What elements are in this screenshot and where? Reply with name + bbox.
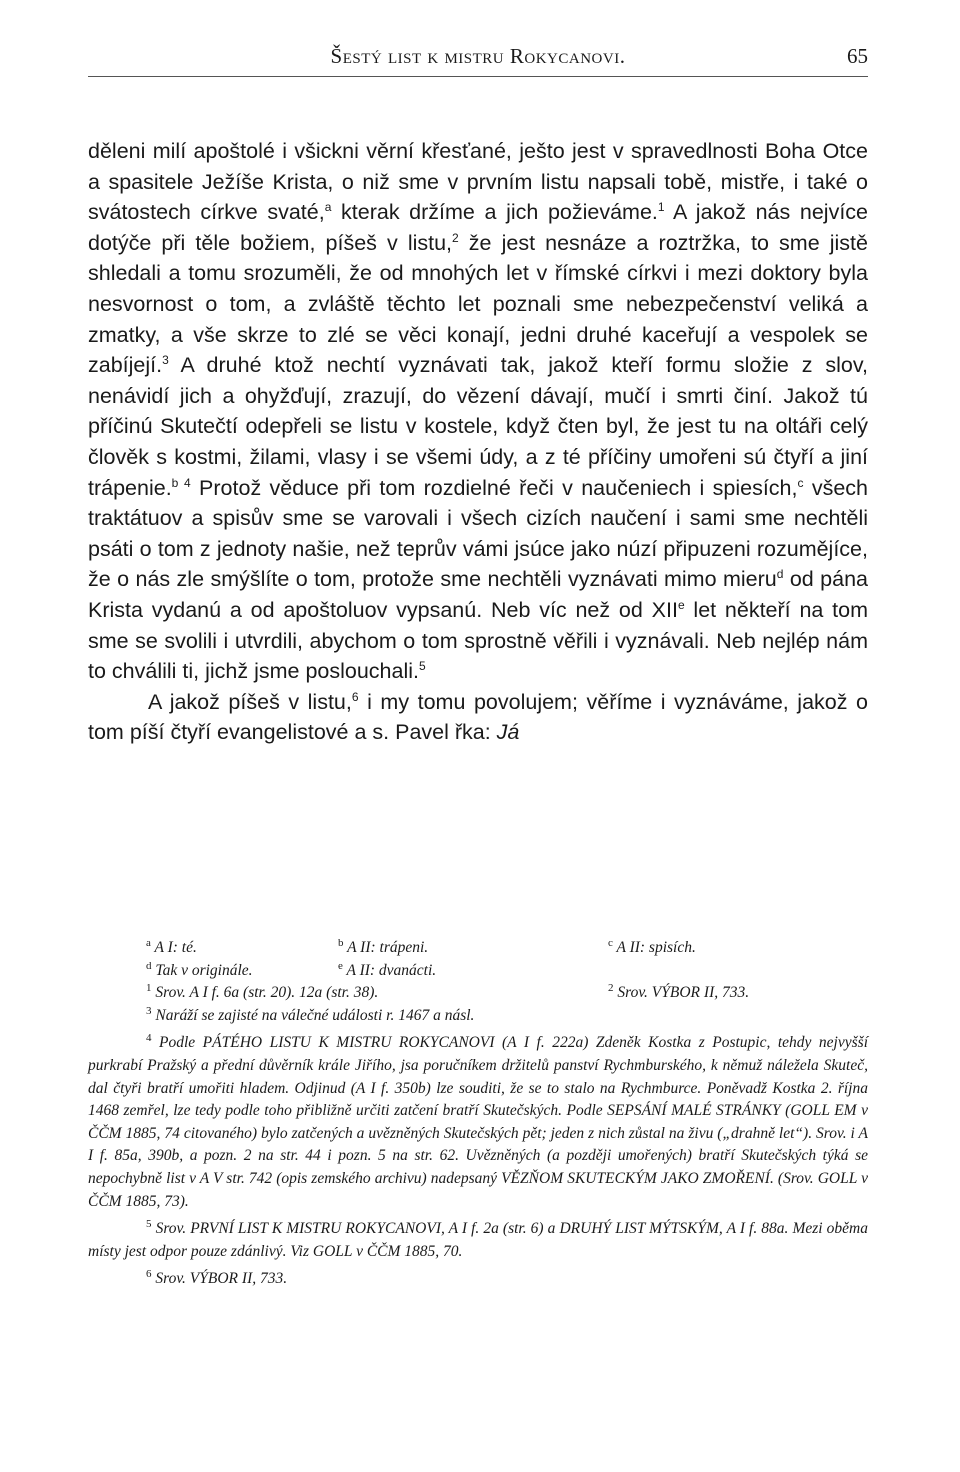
paragraph-1 [88, 136, 868, 687]
footnote-marker-1: 1 [657, 200, 665, 215]
note-1: $^1$ Srov. A I f. 6a (str. 20). 12a (str. 38). [146, 982, 379, 1002]
italic-run: Já [496, 720, 520, 745]
text-run: kterak držíme a jich požieváme. [331, 200, 658, 225]
note-4: $^4$ Podle PÁTÉHO LISTU K MISTRU ROKYCANOVI (A I f. 222a) Zdeněk Kostka z Postupic, tehdy nejvyšší purkrabí Pražský a přední důvěrník krále Jiřího, jsa poručníkem držitelů panství Rychmburského, k němuž náležela Skuteč, dal čtyři bratří umořiti hladem. Odjinud (A I f. 350b) lze souditi, že se to stalo na Rychmburce. Poněvadž Kostka 2. října 1468 zemřel, lze tedy podle toho přibližně určiti zatčení bratří Skutečských. Podle SEPSÁNÍ MALÉ STRÁNKY (GOLL EM v ČČM 1885, 74 citovaného) bylo zatčených a uvězněných Skutečských pět; jeden z nich zůstal na živu („drahně let“). Srov. i A I f. 85a, 390b, a pozn. 2 na str. 44 i pozn. 5 na str. 62. Uvězněných (a později umořených) bratří Skutečských týká se nepochybně list v A V str. 742 (opis zemského archivu) nadepsaný VĚZŇOM SKUTECKÝM JAKO ZMOŘENÍ. (Srov. GOLL v ČČM 1885, 73). [88, 1032, 868, 1210]
footnotes-row [88, 977, 868, 1000]
footnote-marker-6: 6 [351, 689, 359, 704]
footnote-marker-d: d [776, 567, 784, 582]
text-run: A jakož nás nejvíce dotýče při těle božiem, píšeš v listu, [88, 200, 868, 255]
superscript-e: e [677, 597, 685, 612]
text-run: let někteří na tom sme se svolili i utvrdili, abychom o tom sprostně věřili i vyznávali. Neb nejlép nám to chválili ti, jichž jsme poslouchali. [88, 597, 868, 684]
main-text [88, 136, 868, 748]
note-d: $^d$ Tak v originále. [146, 959, 253, 979]
footnote-marker-c: c [797, 475, 804, 490]
footnotes [88, 932, 868, 1291]
text-run: A druhé ktož nechtí vyznávati tak, jakož kteří formu složie z slov, nenávidí jich a ohyžďují, zrazují, do vězení dávají, mučí i smrti činí. Jakož tú příčinú Skutečtí odepřeli se listu v kostele, když čten byl, že jest tu na oltáři celý člověk s kostmi, žilami, vlasy i se všemi údy, a z té příčiny umořeni sú čtyří a jiní trápenie. [88, 353, 868, 500]
footnote-marker-b4: b 4 [171, 475, 191, 490]
variant-notes-row [88, 932, 868, 955]
note-b: $^b$ A II: trápeni. [338, 937, 429, 956]
text-run: děleni milí apoštolé i všickni věrní křesťané, ješto jest v spravedlnosti Boha Otce a spasitele Ježíše Krista, o niž sme v prvním listu napsali tobě, mistře, i také o svátostech církve svaté, [88, 139, 868, 225]
text-run: všech traktátuov a spisův sme se varovali i všech cizích naučení i sami sme nechtěli psáti o tom z jednoty našie, než teprův vámi jsúce jako núzí připuzeni rozumějíce, že o nás zle smýšlíte o tom, protože sme nechtěli vyznávati mimo mieru [88, 475, 868, 592]
text-run: Protož věducе při tom rozdielné řeči v naučeniech i spiesích, [190, 475, 798, 500]
note-a: $^a$ A I: té. [146, 937, 197, 956]
note-2: $^2$ Srov. VÝBOR II, 733. [608, 982, 750, 1002]
footnote-marker-3: 3 [162, 353, 169, 368]
note-3: $^3$ Naráží se zajisté na válečné události r. 1467 a násl. [146, 1004, 475, 1024]
page-number: 65 [847, 44, 868, 68]
note-e: $^e$ A II: dvanácti. [338, 959, 437, 979]
running-header [88, 42, 868, 77]
paragraph-2 [88, 687, 868, 748]
running-title: Šestý list k mistru Rokycanovi. [330, 44, 626, 68]
footnote-marker-a: a [324, 200, 332, 215]
text-run: A jakož píšeš v listu, [148, 689, 352, 714]
variant-notes-row [88, 955, 868, 978]
note-c: $^c$ A II: spisích. [608, 937, 696, 956]
footnote-marker-2: 2 [452, 230, 459, 245]
note-5: $^5$ Srov. PRVNÍ LIST K MISTRU ROKYCANOVI, A I f. 2a (str. 6) a DRUHÝ LIST MÝTSKÝM, A I f. 88a. Mezi oběma místy jest odpor pouze zdánlivý. Viz GOLL v ČČM 1885, 70. [88, 1218, 869, 1260]
text-run: že jest nesnáze a roztržka, to sme jistě shledali a tomu srozuměli, že od mnohých let v římské církvi i mezi doktory byla nesvornost o tom, a zvláště těchto let poznali sme nebezpečenství veliká a zmatky, a vše skrze to zlé se věci konají, jedni druhé kaceřují a vespolek se zabíjejí. [88, 230, 868, 378]
text-run: od pána Krista vydanú a od apoštoluov vypsanú. Neb víc než od XII [88, 567, 868, 622]
footnote-marker-5: 5 [419, 659, 426, 674]
note-6: $^6$ Srov. VÝBOR II, 733. [146, 1268, 288, 1288]
text-run: i my tomu povolujem; věříme i vyznáváme, jakož o tom píší čtyří evangelistové a s. Pavel řka: [88, 689, 869, 745]
